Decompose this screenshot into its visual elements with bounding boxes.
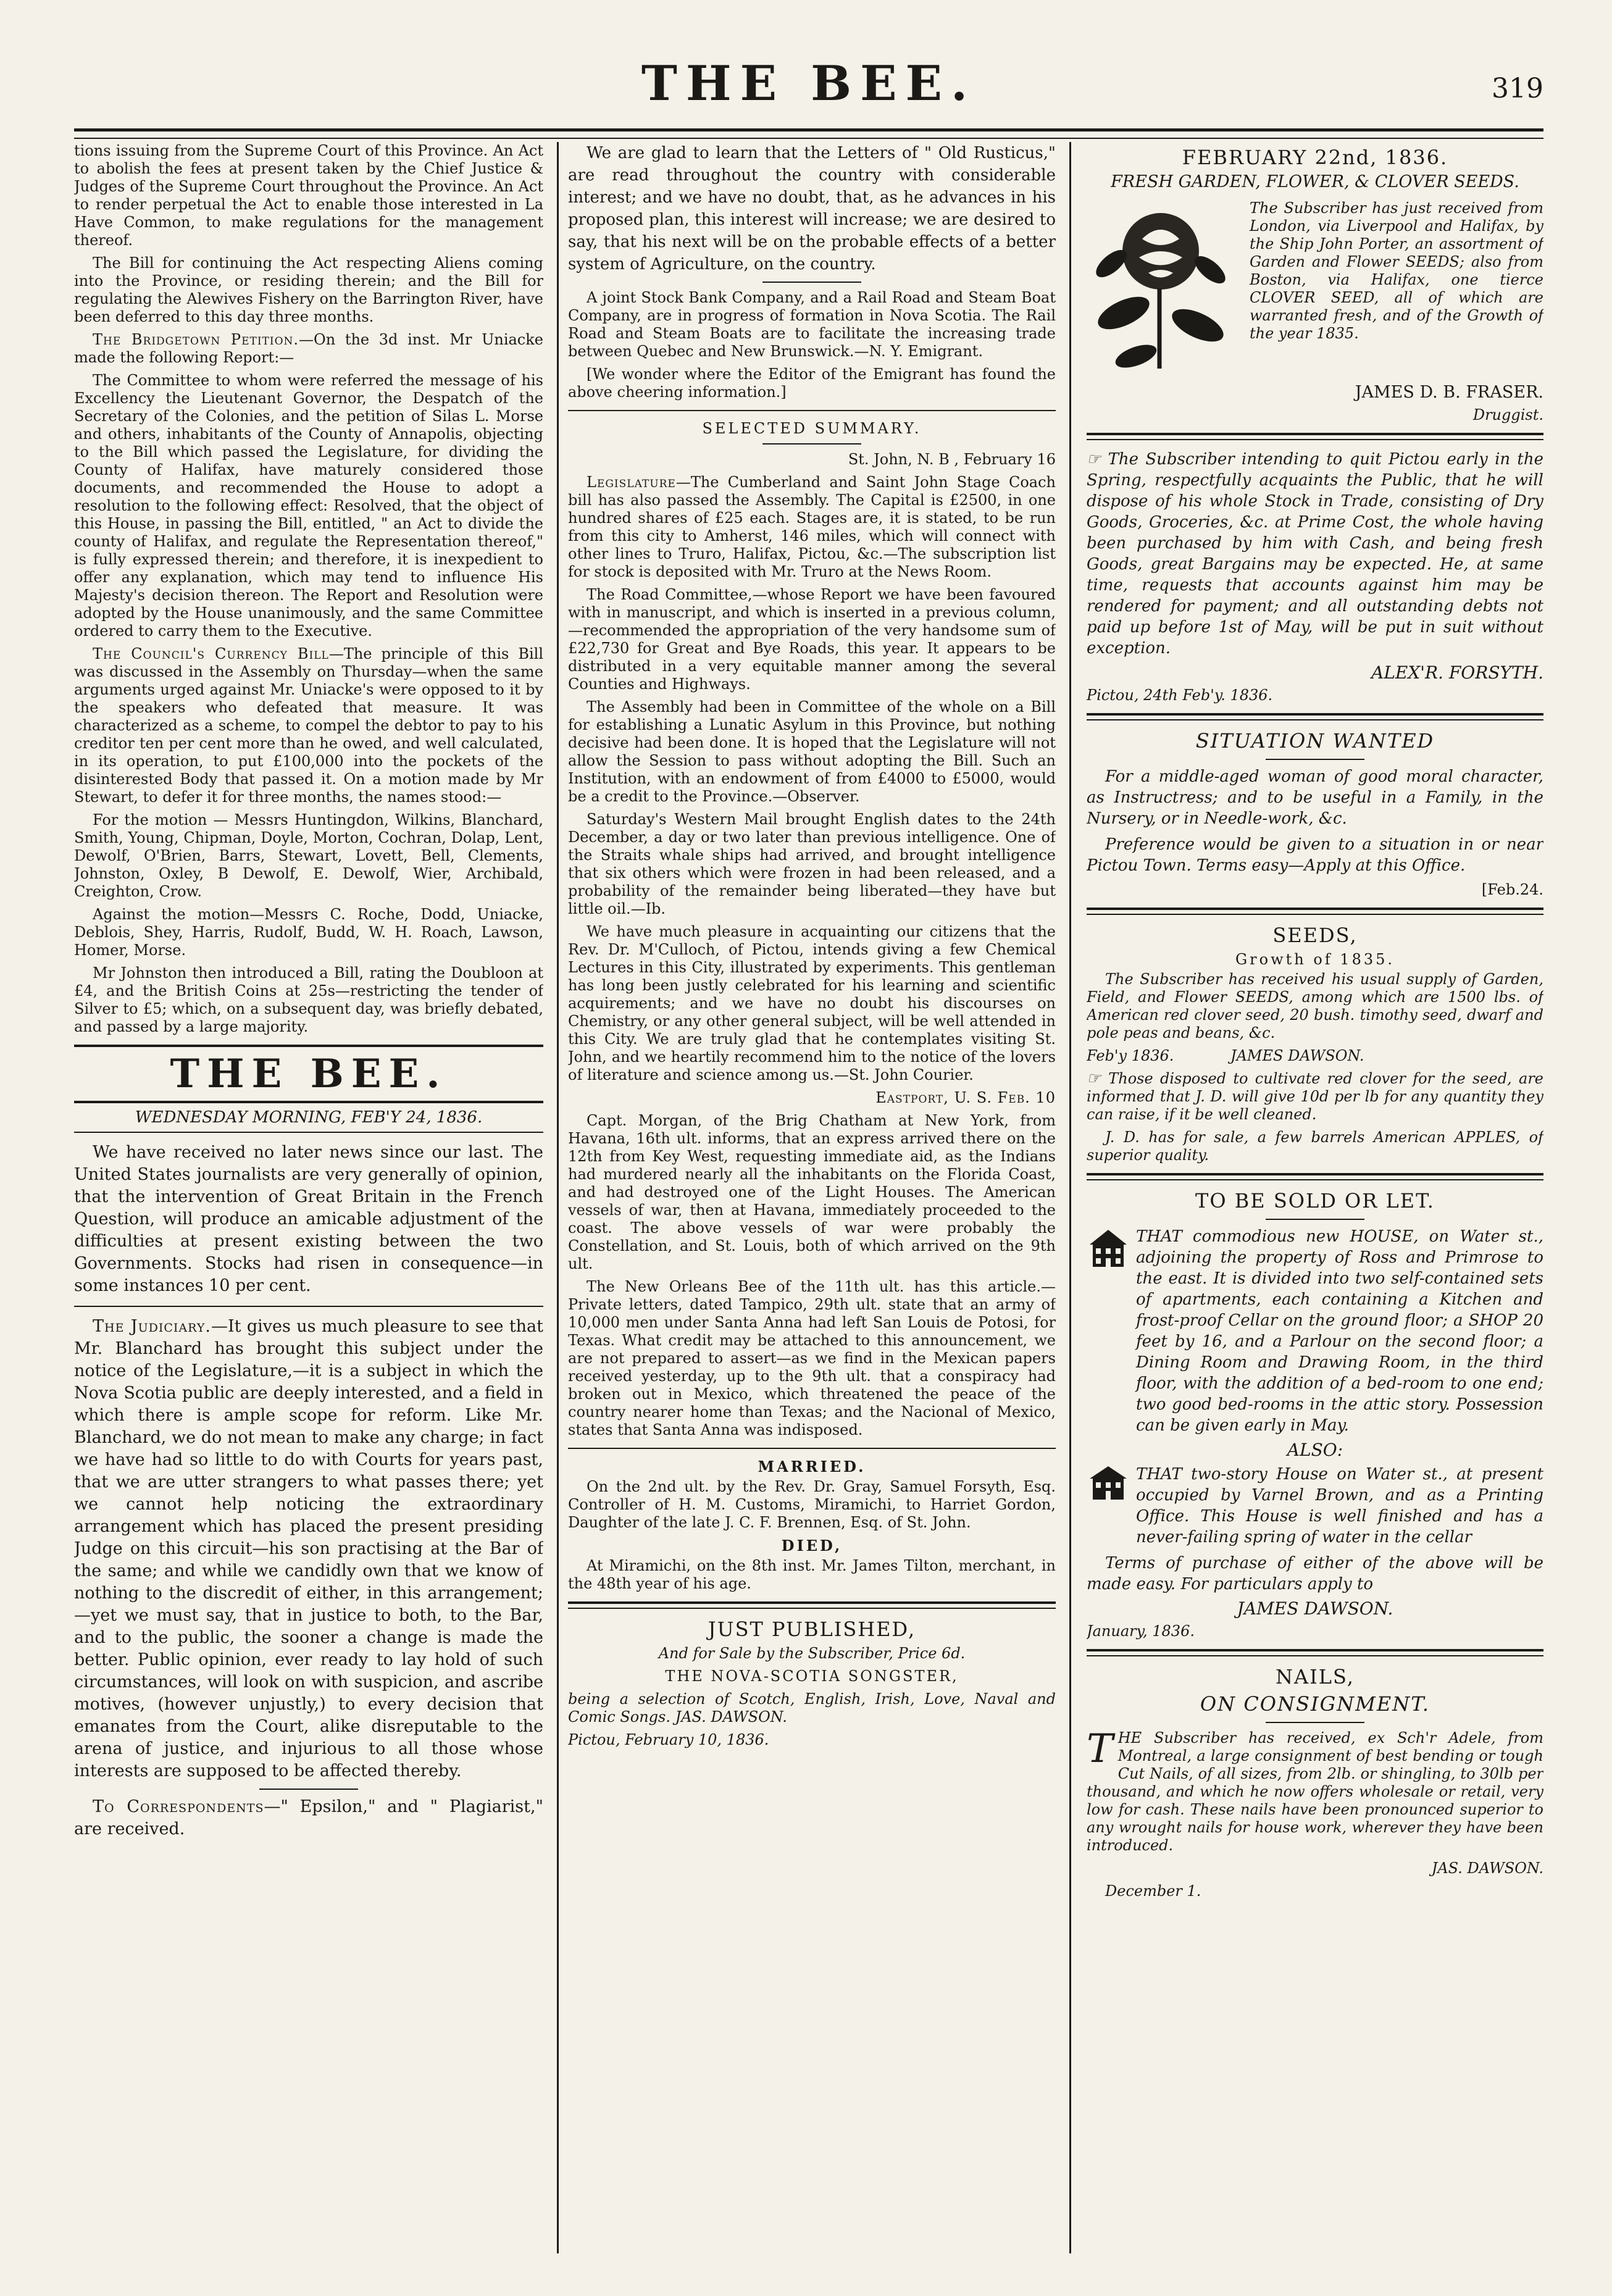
ad-date: December 1. (1105, 1882, 1201, 1900)
book-title: THE NOVA-SCOTIA SONGSTER, (665, 1668, 959, 1685)
divider (1087, 1173, 1543, 1180)
ad-body: The Subscriber has just received from London, via Liverpool and Halifax, by the Ship John Porter, an assortment of Garden and Flower SEEDS; also from Boston, via Halifax, one tierce CLOVER SEED, all of which are warranted fresh, and of the Growth of the year 1835. (1250, 199, 1543, 342)
divider (568, 1601, 1056, 1609)
ad-signature: JAMES DAWSON. (1237, 1598, 1393, 1619)
column-divider (557, 142, 559, 2253)
divider (1266, 1219, 1364, 1220)
article-paragraph: Saturday's Western Mail brought English dates to the 24th December, a day or two later than previous intelligence. One of the Straits whale ships had arrived, and brought intelligence that six others which were frozen in had been released, and a probability of the remainder being liberated—they have but little oil.—Ib. (568, 811, 1056, 917)
married-notice: On the 2nd ult. by the Rev. Dr. Gray, Samuel Forsyth, Esq. Controller of H. M. Customs, Miramichi, to Harriet Gordon, Daughter of the late J. C. F. Brennen, Esq. of St. John. (568, 1478, 1056, 1531)
house-ad (1087, 1464, 1543, 1553)
house-icon (1087, 1464, 1130, 1503)
section-heading: SELECTED SUMMARY. (702, 420, 922, 437)
ad-role: Druggist. (1472, 406, 1543, 424)
ad-date: FEBRUARY 22nd, 1836. (1182, 146, 1448, 169)
column-divider (1069, 142, 1071, 2253)
article-paragraph: Capt. Morgan, of the Brig Chatham at New York, from Havana, 16th ult. informs, that an express arrived there on the 12th from Key West, requesting immediate aid, as the Indians had murdered nearly all the inhabitants on the Florida Coast, and had destroyed one of the Light Houses. The American vessels of war, then at Havana, immediately proceeded to the coast. The above vessels of war were probably the Constellation, and St. Louis, both of which arrived on the 9th ult. (568, 1112, 1056, 1272)
article-paragraph: The Assembly had been in Committee of the whole on a Bill for establishing a Lunatic Asylum in this Province, but nothing decisive had been done. It is hoped that the Legislature will not allow the Session to pass without adopting the Bill. Such an Institution, with an endowment of from £4000 to £5000, would be a credit to the Province.—Observer. (568, 698, 1056, 805)
ad-terms: Terms of purchase of either of the above will be made easy. For particulars apply to (1087, 1554, 1543, 1593)
column-1 (74, 142, 543, 2253)
ad-text: HE Subscriber has received, ex Sch'r Adele, from Montreal, a large consignment of best bending or tough Cut Nails, of all sizes, from 2lb. or shingling, to 30lb per thousand, and which he now offers wholesale or retail, very low for cash. These nails have been pronounced superior to any wrought nails for house work, wherever they have been introduced. (1087, 1729, 1543, 1854)
divider (1087, 433, 1543, 440)
article-paragraph (568, 474, 1056, 581)
just-published-subtitle: And for Sale by the Subscriber, Price 6d. (658, 1645, 966, 1662)
pointing-hand-icon: ☞ (1087, 1069, 1109, 1088)
article-heading: The Council's Currency Bill (93, 645, 329, 662)
editorial-masthead (74, 1045, 543, 1133)
ad-text: Those disposed to cultivate red clover for the seed, are informed that J. D. will give 10d per lb for any quantity they can raise, if it be well cleaned. (1087, 1070, 1543, 1123)
editorial-dateline: WEDNESDAY MORNING, FEB'Y 24, 1836. (74, 1103, 543, 1133)
house-icon (1087, 1226, 1130, 1272)
article-text: —On the 3d inst. Mr Uniacke made the following Report:— (74, 331, 543, 366)
ad-title: FRESH GARDEN, FLOWER, & CLOVER SEEDS. (1111, 172, 1519, 191)
column-2 (568, 142, 1056, 2253)
book-description: being a selection of Scotch, English, Irish, Love, Naval and Comic Songs. JAS. DAWSON. (568, 1690, 1056, 1726)
article-paragraph: A joint Stock Bank Company, and a Rail Road and Steam Boat Company, are in progress of formation in Nova Scotia. The Rail Road and Steam Boats are to facilitate the increasing trade between Quebec and New Brunswick.—N. Y. Emigrant. (568, 289, 1056, 360)
divider (1087, 1649, 1543, 1656)
ad-subheading: ALSO: (1287, 1440, 1343, 1460)
article-paragraph: Mr Johnston then introduced a Bill, rating the Doubloon at £4, and the British Coins at 25s—restricting the tender of Silver to £5; which, on a subsequent day, was briefly debated, and passed by a large majority. (74, 964, 543, 1035)
ad-body: Preference would be given to a situation in or near Pictou Town. Terms easy—Apply at this Office. (1087, 835, 1543, 875)
newspaper-page (74, 56, 1543, 2253)
ad-note (1087, 1070, 1543, 1124)
article-paragraph: The New Orleans Bee of the 11th ult. has this article.—Private letters, dated Tampico, 29th ult. state that an army of 10,000 men under Santa Anna had left San Louis de Potosi, for Texas. What credit may be attached to this announcement, we are not prepared to assert—as we find in the Mexican papers received yesterday, up to the 9th ult. that a conspiracy had broken out in Mexico, which threatened the peace of the country nearer home than Texas; and the Nacional of Mexico, states that Santa Anna was indisposed. (568, 1278, 1056, 1438)
article-heading: The Judiciary. (93, 1317, 211, 1336)
died-notice: At Miramichi, on the 8th inst. Mr. James Tilton, merchant, in the 48th year of his age. (568, 1557, 1056, 1592)
house-ad (1087, 1226, 1543, 1441)
ad-body: THAT two-story House on Water st., at present occupied by Varnel Brown, and as a Printing Office. This House is well finished and has a never-failing spring of water in the cellar (1136, 1465, 1543, 1547)
article-paragraph: For the motion — Messrs Huntingdon, Wilkins, Blanchard, Smith, Young, Chipman, Doyle, Morton, Cochran, Dolap, Lent, Dewolf, O'Brien, Barrs, Stewart, Lovett, Bell, Clements, Johnston, Oxley, B Dewolf, E. Dewolf, Wier, Archibald, Creighton, Crow. (74, 811, 543, 900)
ad-date: [Feb.24. (1481, 881, 1543, 898)
pointing-hand-icon: ☞ (1087, 450, 1108, 469)
column-3 (1087, 142, 1543, 2253)
divider (568, 410, 1056, 411)
ad-note: J. D. has for sale, a few barrels American APPLES, of superior quality. (1087, 1129, 1543, 1164)
dateline: St. John, N. B , February 16 (848, 451, 1056, 468)
ad-text: The Subscriber intending to quit Pictou early in the Spring, respectfully acquaints the Public, that he will dispose of his whole Stock in Trade, consisting of Dry Goods, Groceries, &c. at Prime Cost, the whole having been purchased by him with Cash, and being fresh Goods, great Bargains may be expected. He, at same time, requests that accounts against him may be rendered for payment; and all outstanding debts not paid up before 1st of May, will be put in suit without exception. (1087, 450, 1543, 657)
article-paragraph: The Road Committee,—whose Report we have been favoured with in manuscript, and which is inserted in a previous column,—recommended the appropriation of the very handsome sum of £22,730 for Great and Bye Roads, this year. It appears to be distributed in a very equitable manner among the several Counties and Highways. (568, 586, 1056, 693)
died-heading: DIED, (781, 1537, 843, 1555)
ad-body: For a middle-aged woman of good moral character, as Instructress; and to be useful in a Family, in the Nursery, or in Needle-work, &c. (1087, 767, 1543, 828)
ad-body (1087, 449, 1543, 659)
article-paragraph: We are glad to learn that the Letters of " Old Rusticus," are read throughout the country with considerable interest; and we have no doubt, that, as he advances in his proposed plan, this interest will increase; we are desired to say, that his next will be on the probable effects of a better system of Agriculture, on the country. (568, 144, 1056, 273)
divider (1087, 908, 1543, 915)
ad-signature: JAS. DAWSON. (1431, 1860, 1543, 1877)
ad-subtitle: Growth of 1835. (1235, 951, 1395, 968)
divider (1266, 759, 1364, 760)
article-heading: To Correspondents (93, 1797, 264, 1816)
ad-signature: JAMES D. B. FRASER. (1355, 383, 1543, 402)
article-paragraph (74, 1796, 543, 1840)
masthead-rule (74, 128, 1543, 139)
ad-date: Pictou, 24th Feb'y. 1836. (1087, 687, 1273, 704)
ad-date: January, 1836. (1087, 1622, 1195, 1640)
editorial-title: THE BEE. (74, 1045, 543, 1103)
page-number: 319 (1492, 73, 1543, 104)
married-heading: MARRIED. (758, 1458, 866, 1476)
divider (762, 443, 861, 445)
article-paragraph: We have received no later news since our last. The United States journalists are very generally of opinion, that the intervention of Great Britain in the French Question, will produce an amicable adjustment of the difficulties at present existing between the two Governments. Stocks had risen in consequence—in some instances 10 per cent. (74, 1143, 543, 1295)
masthead-title: THE BEE. (641, 56, 977, 112)
ad-signature: ALEX'R. FORSYTH. (1371, 662, 1543, 683)
dateline: Eastport, U. S. Feb. 10 (875, 1089, 1056, 1106)
article-paragraph: Against the motion—Messrs C. Roche, Dodd, Uniacke, Deblois, Shey, Harris, Rudolf, Budd, W. H. Roach, Lawson, Homer, Morse. (74, 906, 543, 959)
article-heading: Legislature (587, 474, 676, 491)
article-paragraph: [We wonder where the Editor of the Emigrant has found the above cheering information.] (568, 365, 1056, 401)
divider (1087, 713, 1543, 720)
divider (74, 1306, 543, 1307)
ad-body (1087, 1726, 1543, 1855)
seed-ad (1087, 196, 1543, 383)
ad-title: SEEDS, (1272, 924, 1358, 947)
article-paragraph (74, 1316, 543, 1782)
rose-illustration-icon (1087, 196, 1241, 383)
article-paragraph: The Committee to whom were referred the message of his Excellency the Lieutenant Governor, the Despatch of the Secretary of the Colonies, and the petition of Silas L. Morse and others, inhabitants of the County of Annapolis, objecting to the Bill which passed the Legislature, for dividing the County of Halifax, have maturely considered those documents, and recommended the House to adopt a resolution to the following effect: Resolved, that the object of this House, in passing the Bill, entitled, " an Act to divide the county of Halifax, and regulate the Representation thereof," is fully expressed therein; and therefore, it is inexpedient to offer any explanation, which may tend to influence His Majesty's decision thereon. The Report and Resolution were adopted by the House unanimously, and the same Committee ordered to carry them to the Executive. (74, 372, 543, 640)
just-published-heading: JUST PUBLISHED, (708, 1618, 916, 1641)
divider (762, 282, 861, 283)
article-text: —The Cumberland and Saint John Stage Coach bill has also passed the Assembly. The Capital is £2500, in one hundred shares of £25 each. Stages are, it is stated, to be run from this city to Amherst, 146 miles, which will connect with other lines to Truro, Halifax, Pictou, &c.—The subscription list for stock is deposited with Mr. Truro at the News Room. (568, 474, 1056, 580)
ad-title: SITUATION WANTED (1195, 729, 1435, 753)
article-paragraph: We have much pleasure in acquainting our citizens that the Rev. Dr. M'Culloch, of Pictou, intends giving a few Chemical Lectures in this City, illustrated by experiments. This gentleman has long been justly celebrated for his learning and scientific acquirements; and we have no doubt his discourses on Chemistry, or any other general subject, will be well attended in this City. We are truly glad that he contemplates visiting St. John, and we heartily recommend him to the notice of the lovers of literature and science among us.—St. John Courier. (568, 923, 1056, 1083)
divider (568, 1448, 1056, 1449)
divider (1266, 1722, 1364, 1723)
book-date: Pictou, February 10, 1836. (568, 1731, 769, 1748)
masthead (74, 56, 1543, 123)
article-text: —It gives us much pleasure to see that Mr. Blanchard has brought this subject under the notice of the Legislature,—it is a subject in which the Nova Scotia public are deeply interested, and a field in which there is ample scope for reform. Like Mr. Blanchard, we do not mean to make any charge; in fact we have had so little to do with Courts for years past, that we are utter strangers to what passes there; yet we cannot help noticing the extraordinary arrangement which has placed the present presiding Judge on this circuit—his son practising at the Bar of the same; and while we candidly own that we know of nothing to the discredit of either, in this arrangement;—yet we must say, that in justice to both, to the Bar, and to the public, the sooner a change is made the better. Public opinion, ever ready to lay hold of such circumstances, will look on with suspicion, and ascribe motives, (however unjustly,) to every decision that emanates from the Court, alike disreputable to the arena of justice, and injurious to all those whose interests are supposed to be affected thereby. (74, 1317, 543, 1780)
ad-subtitle: ON CONSIGNMENT. (1200, 1692, 1430, 1716)
ad-body: The Subscriber has received his usual supply of Garden, Field, and Flower SEEDS, among which are 1500 lbs. of American red clover seed, 20 bush. timothy seed, dwarf and pole peas and beans, &c. (1087, 971, 1543, 1042)
ad-title: TO BE SOLD OR LET. (1195, 1189, 1435, 1213)
ad-title: NAILS, (1276, 1665, 1355, 1689)
article-heading: The Bridgetown Petition. (93, 331, 299, 348)
article-paragraph: The Bill for continuing the Act respecting Aliens coming into the Province, or residing therein; and the Bill for regulating the Alewives Fishery on the Barrington River, have been deferred to this day three months. (74, 254, 543, 325)
article-text: —The principle of this Bill was discussed in the Assembly on Thursday—when the same arguments urged against Mr. Uniacke's were opposed to it by the speakers who defeated that measure. It was characterized as a scheme, to compel the debtor to pay to his creditor ten per cent more than he owed, and well calculated, in its operation, to put £100,000 into the pockets of the disinterested Body that passed it. On a motion made by Mr Stewart, to defer it for three months, the names stood:— (74, 645, 543, 806)
ad-signature: Feb'y 1836. JAMES DAWSON. (1087, 1047, 1364, 1064)
ad-body: THAT commodious new HOUSE, on Water st., adjoining the property of Ross and Primrose to the east. It is divided into two self-contained sets of apartments, each containing a Kitchen and frost-proof Cellar on the ground floor; a SHOP 20 feet by 16, and a Parlour on the second floor; a Dining Room and Drawing Room, in the third floor, with the addition of a bed-room to one end; two good bed-rooms in the attic story. Possession can be given early in May. (1136, 1227, 1543, 1435)
divider (259, 1789, 358, 1790)
article-text: —" Epsilon," and " Plagiarist," are received. (74, 1797, 543, 1839)
article-paragraph (74, 645, 543, 806)
article-paragraph: tions issuing from the Supreme Court of this Province. An Act to abolish the fees at present taken by the Chief Justice & Judges of the Supreme Court throughout the Province. An Act to render perpetual the Act to enable those interested in La Have Common, to make regulations for the management thereof. (74, 142, 543, 249)
drop-cap: T (1087, 1726, 1113, 1772)
article-paragraph (74, 331, 543, 367)
